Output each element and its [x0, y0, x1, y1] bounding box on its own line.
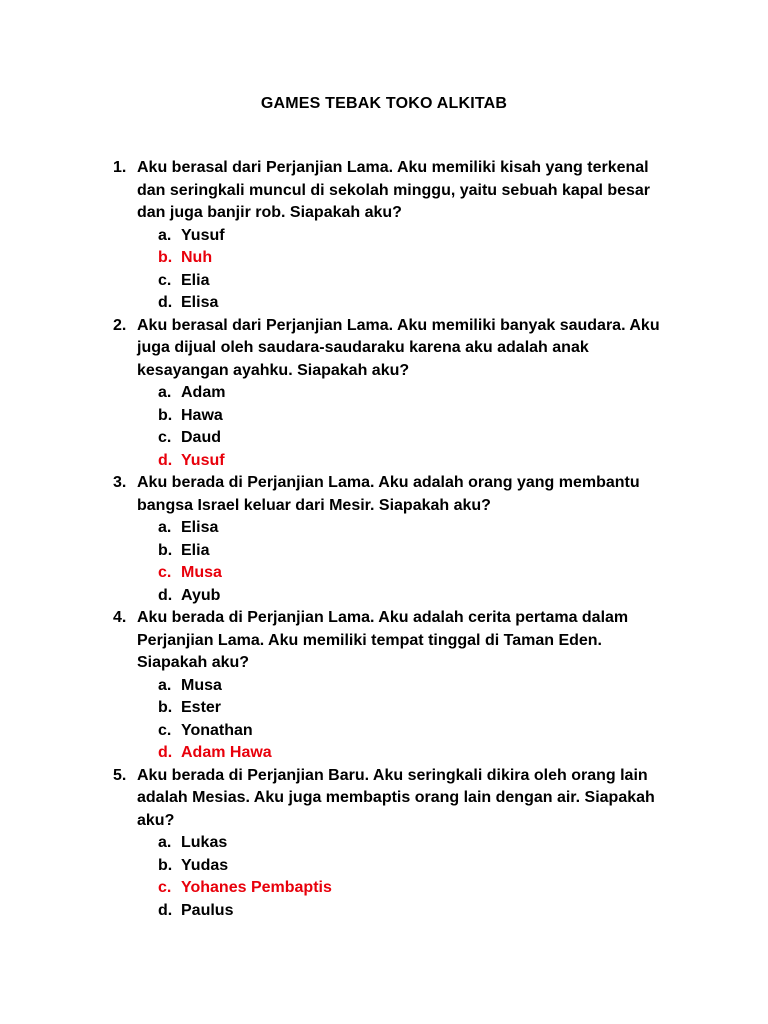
option-text: Elia [181, 271, 210, 289]
question-item [113, 315, 673, 473]
option-text: Yusuf [181, 451, 225, 469]
option-text: Paulus [181, 901, 234, 919]
option-letter: a. [158, 519, 172, 536]
option-letter: a. [158, 384, 172, 401]
option-text: Ayub [181, 586, 221, 604]
question-number: 4. [113, 609, 127, 626]
question-item [113, 472, 673, 607]
option-text: Elisa [181, 519, 219, 536]
option-letter: b. [158, 406, 173, 424]
option-text: Yudas [181, 856, 229, 874]
document-title: GAMES TEBAK TOKO ALKITAB [260, 95, 508, 112]
question-text: Aku berada di Perjanjian Lama. Aku adalah cerita pertama dalam Perjanjian Lama. Aku memiliki tempat tinggal di Taman Eden. Siapakah aku? [137, 609, 629, 671]
correct-answer-option [158, 562, 673, 585]
correct-answer-option [158, 247, 673, 270]
option-letter: c. [158, 271, 172, 289]
answer-option [158, 270, 673, 293]
option-text: Yohanes Pembaptis [181, 879, 332, 896]
option-text: Musa [181, 564, 222, 581]
correct-answer-option [158, 450, 673, 473]
answer-option [158, 855, 673, 878]
option-letter: d. [158, 901, 173, 919]
option-text: Daud [181, 429, 221, 446]
question-text: Aku berasal dari Perjanjian Lama. Aku memiliki kisah yang terkenal dan seringkali muncul di sekolah minggu, yaitu sebuah kapal besar dan juga banjir rob. Siapakah aku? [137, 159, 651, 221]
question-item [113, 765, 673, 923]
answer-option [158, 382, 673, 405]
option-list [137, 675, 673, 765]
option-text: Hawa [181, 406, 223, 424]
answer-option [158, 405, 673, 428]
answer-option [158, 225, 673, 248]
answer-option [158, 517, 673, 540]
question-number: 2. [113, 316, 127, 334]
answer-option [158, 720, 673, 743]
question-list [113, 157, 673, 922]
option-letter: b. [158, 856, 173, 874]
option-letter: a. [158, 834, 172, 851]
question-number: 3. [113, 474, 127, 491]
option-letter: c. [158, 429, 172, 446]
question-text: Aku berada di Perjanjian Baru. Aku seringkali dikira oleh orang lain adalah Mesias. Aku juga membaptis orang lain dengan air. Siapakah aku? [137, 766, 655, 829]
option-text: Elia [181, 541, 210, 559]
answer-option [158, 292, 673, 315]
option-letter: c. [158, 721, 172, 739]
option-letter: d. [158, 294, 173, 311]
option-letter: b. [158, 249, 173, 266]
option-letter: c. [158, 564, 172, 581]
option-text: Adam [181, 384, 226, 401]
answer-option [158, 900, 673, 923]
option-letter: d. [158, 451, 173, 469]
option-letter: c. [158, 879, 172, 896]
option-letter: a. [158, 676, 172, 694]
option-list [137, 832, 673, 922]
option-letter: a. [158, 226, 172, 244]
option-text: Nuh [181, 249, 213, 266]
option-text: Elisa [181, 294, 219, 311]
question-item [113, 607, 673, 765]
question-number: 1. [113, 159, 127, 176]
answer-option [158, 697, 673, 720]
option-text: Adam Hawa [181, 744, 272, 761]
option-list [137, 517, 673, 607]
correct-answer-option [158, 742, 673, 765]
option-letter: b. [158, 699, 173, 716]
question-text: Aku berada di Perjanjian Lama. Aku adalah orang yang membantu bangsa Israel keluar dari Mesir. Siapakah aku? [137, 474, 640, 514]
option-list [137, 225, 673, 315]
question-item [113, 157, 673, 315]
option-list [137, 382, 673, 472]
option-text: Lukas [181, 834, 228, 851]
option-text: Ester [181, 699, 222, 716]
question-text: Aku berasal dari Perjanjian Lama. Aku memiliki banyak saudara. Aku juga dijual oleh saudara-saudaraku karena aku adalah anak kesayangan ayahku. Siapakah aku? [137, 316, 660, 379]
option-text: Yonathan [181, 721, 253, 739]
option-letter: d. [158, 744, 173, 761]
answer-option [158, 427, 673, 450]
option-text: Musa [181, 676, 222, 694]
answer-option [158, 675, 673, 698]
answer-option [158, 832, 673, 855]
option-letter: b. [158, 541, 173, 559]
answer-option [158, 585, 673, 608]
question-number: 5. [113, 766, 127, 784]
option-text: Yusuf [181, 226, 225, 244]
option-letter: d. [158, 586, 173, 604]
answer-option [158, 540, 673, 563]
correct-answer-option [158, 877, 673, 900]
